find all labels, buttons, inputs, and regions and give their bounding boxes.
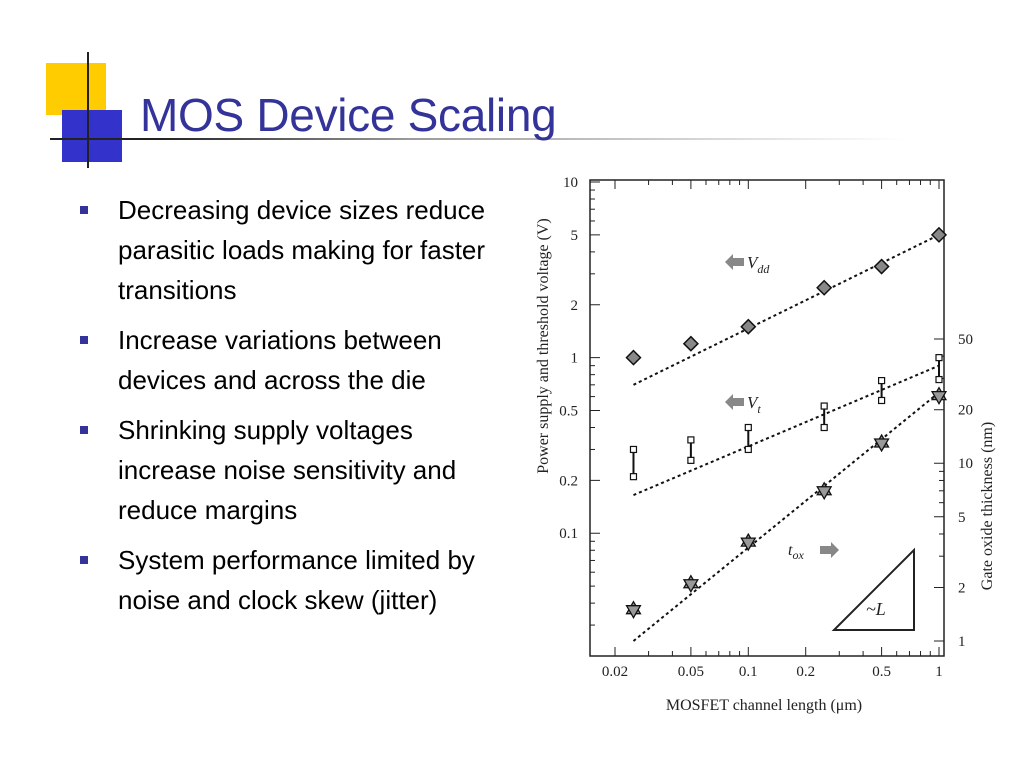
left-axis-label: Power supply and threshold voltage (V) xyxy=(535,218,552,474)
vdd-label: V xyxy=(747,253,758,272)
x-tick-label: 0.5 xyxy=(872,664,891,680)
vt-range-high xyxy=(936,355,942,361)
vt-subscript: t xyxy=(757,402,761,416)
vt-annotation xyxy=(725,393,761,416)
vdd-trend-line xyxy=(633,235,939,385)
vdd-subscript: dd xyxy=(757,262,770,276)
vt-range-high xyxy=(821,403,827,409)
left-tick-label: 0.2 xyxy=(559,473,578,490)
vt-range-high xyxy=(630,446,636,452)
vdd-point xyxy=(817,281,831,295)
tox-subscript: ox xyxy=(792,548,804,562)
left-tick-label: 0.5 xyxy=(559,403,578,420)
bullet-square-icon xyxy=(80,206,88,214)
vt-range-low xyxy=(745,446,751,452)
bullet-item xyxy=(78,410,518,530)
vdd-point xyxy=(875,260,889,274)
left-tick-label: 2 xyxy=(570,297,578,314)
svg-text:Vt xyxy=(747,393,761,416)
vt-range-low xyxy=(688,457,694,463)
vt-range-low xyxy=(630,474,636,480)
x-tick-label: 0.02 xyxy=(601,664,629,680)
bullet-text: System performance limited by noise and clock skew (jitter) xyxy=(118,545,475,615)
vt-label: V xyxy=(747,393,758,412)
accent-square-blue xyxy=(62,110,122,162)
right-tick-label: 10 xyxy=(958,456,973,473)
plot-frame xyxy=(590,180,944,656)
vt-range-high xyxy=(745,425,751,431)
tox-label: t xyxy=(788,542,793,559)
x-tick-label: 0.05 xyxy=(677,664,705,680)
x-tick-label: 1 xyxy=(935,664,943,680)
bullet-text: Decreasing device sizes reduce parasitic loads making for faster transitions xyxy=(118,195,486,305)
svg-text:tox xyxy=(788,542,804,562)
left-tick-label: 5 xyxy=(570,227,578,244)
slope-triangle xyxy=(834,550,914,630)
right-tick-label: 5 xyxy=(958,509,966,526)
left-tick-label: 0.1 xyxy=(559,526,578,543)
bullet-text: Shrinking supply voltages increase noise sensitivity and reduce margins xyxy=(118,415,457,525)
tox-trend-line xyxy=(633,393,939,641)
slope-label: ~L xyxy=(866,599,886,619)
bullet-square-icon xyxy=(80,556,88,564)
bullet-item xyxy=(78,190,518,310)
vt-range-high xyxy=(879,378,885,384)
right-tick-label: 1 xyxy=(958,634,966,650)
vt-range-low xyxy=(936,377,942,383)
vdd-point xyxy=(626,351,640,365)
tox-right-arrow-icon xyxy=(820,542,839,558)
scaling-chart xyxy=(520,168,1020,728)
svg-text:Vdd xyxy=(747,253,770,276)
vt-range-low xyxy=(821,425,827,431)
right-axis-label: Gate oxide thickness (nm) xyxy=(979,421,996,591)
vt-range-low xyxy=(879,397,885,403)
bullet-square-icon xyxy=(80,426,88,434)
left-tick-label: 10 xyxy=(563,175,578,191)
vt-range-high xyxy=(688,437,694,443)
right-tick-label: 2 xyxy=(958,580,966,597)
bullet-list xyxy=(78,190,518,630)
x-tick-label: 0.1 xyxy=(738,664,758,680)
right-tick-label: 50 xyxy=(958,332,973,348)
accent-vertical-line xyxy=(87,52,89,168)
bullet-square-icon xyxy=(80,336,88,344)
bullet-item xyxy=(78,540,518,620)
x-axis-label: MOSFET channel length (μm) xyxy=(665,697,863,714)
tox-annotation xyxy=(788,542,840,562)
vdd-annotation xyxy=(725,253,770,276)
slide-title: MOS Device Scaling xyxy=(140,89,557,141)
vdd-point xyxy=(684,337,698,351)
x-tick-label: 0.2 xyxy=(796,664,816,680)
bullet-text: Increase variations between devices and across the die xyxy=(118,325,442,395)
right-tick-label: 20 xyxy=(958,402,973,419)
left-tick-label: 1 xyxy=(570,350,578,367)
vt-arrow-icon xyxy=(725,394,744,410)
vdd-arrow-icon xyxy=(725,254,744,270)
bullet-item xyxy=(78,320,518,400)
vt-trend-line xyxy=(633,366,939,495)
accent-square-yellow xyxy=(46,63,106,115)
